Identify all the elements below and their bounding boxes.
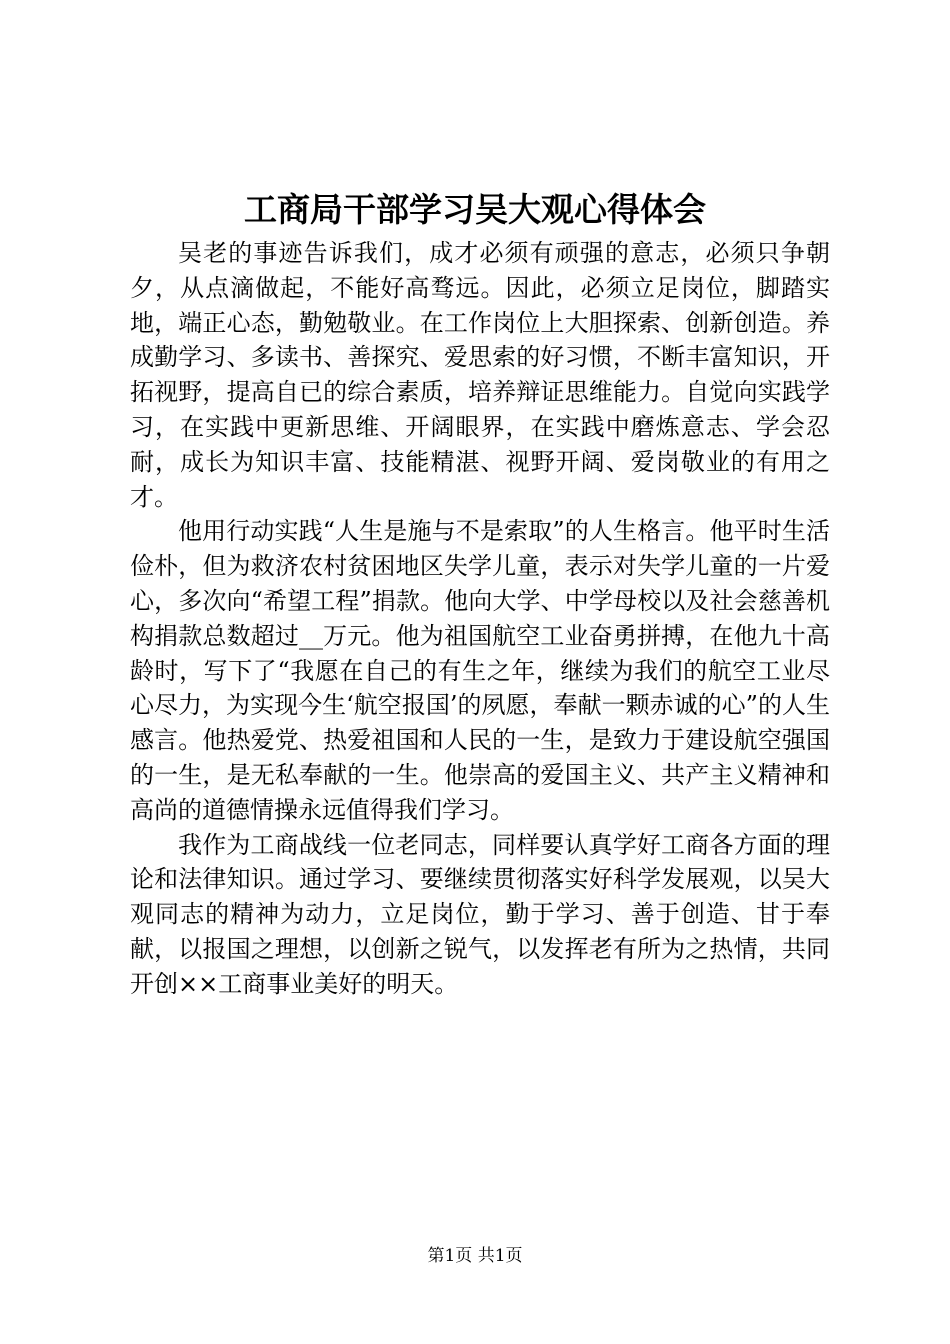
document-title: 工商局干部学习吴大观心得体会	[244, 190, 706, 229]
paragraph: 我作为工商战线一位老同志，同样要认真学好工商各方面的理论和法律知识。通过学习、要继续贯彻落实好科学发展观，以吴大观同志的精神为动力，立足岗位，勤于学习、善于创造、甘于奉献，以报国之理想，以创新之锐气，以发挥老有所为之热情，共同开创××工商事业美好的明天。	[130, 830, 830, 998]
page-footer: 第1页 共1页	[427, 1246, 523, 1266]
paragraph: 吴老的事迹告诉我们，成才必须有顽强的意志，必须只争朝夕，从点滴做起，不能好高骛远。因此，必须立足岗位，脚踏实地，端正心态，勤勉敬业。在工作岗位上大胆探索、创新创造。养成勤学习、多读书、善探究、爱思索的好习惯，不断丰富知识，开拓视野，提高自已的综合素质，培养辩证思维能力。自觉向实践学习，在实践中更新思维、开阔眼界，在实践中磨炼意志、学会忍耐，成长为知识丰富、技能精湛、视野开阔、爱岗敬业的有用之才。	[130, 239, 830, 511]
paragraph: 他用行动实践“人生是施与不是索取”的人生格言。他平时生活俭朴，但为救济农村贫困地区失学儿童，表示对失学儿童的一片爱心，多次向“希望工程”捐款。他向大学、中学母校以及社会慈善机构捐款总数超过__万元。他为祖国航空工业奋勇拼搏，在他九十高龄时，写下了“我愿在自己的有生之年，继续为我们的航空工业尽心尽力，为实现今生‘航空报国’的夙愿，奉献一颗赤诚的心”的人生感言。他热爱党、热爱祖国和人民的一生，是致力于建设航空强国的一生，是无私奉献的一生。他崇高的爱国主义、共产主义精神和高尚的道德情操永远值得我们学习。	[130, 517, 830, 824]
document-body	[130, 236, 830, 1002]
